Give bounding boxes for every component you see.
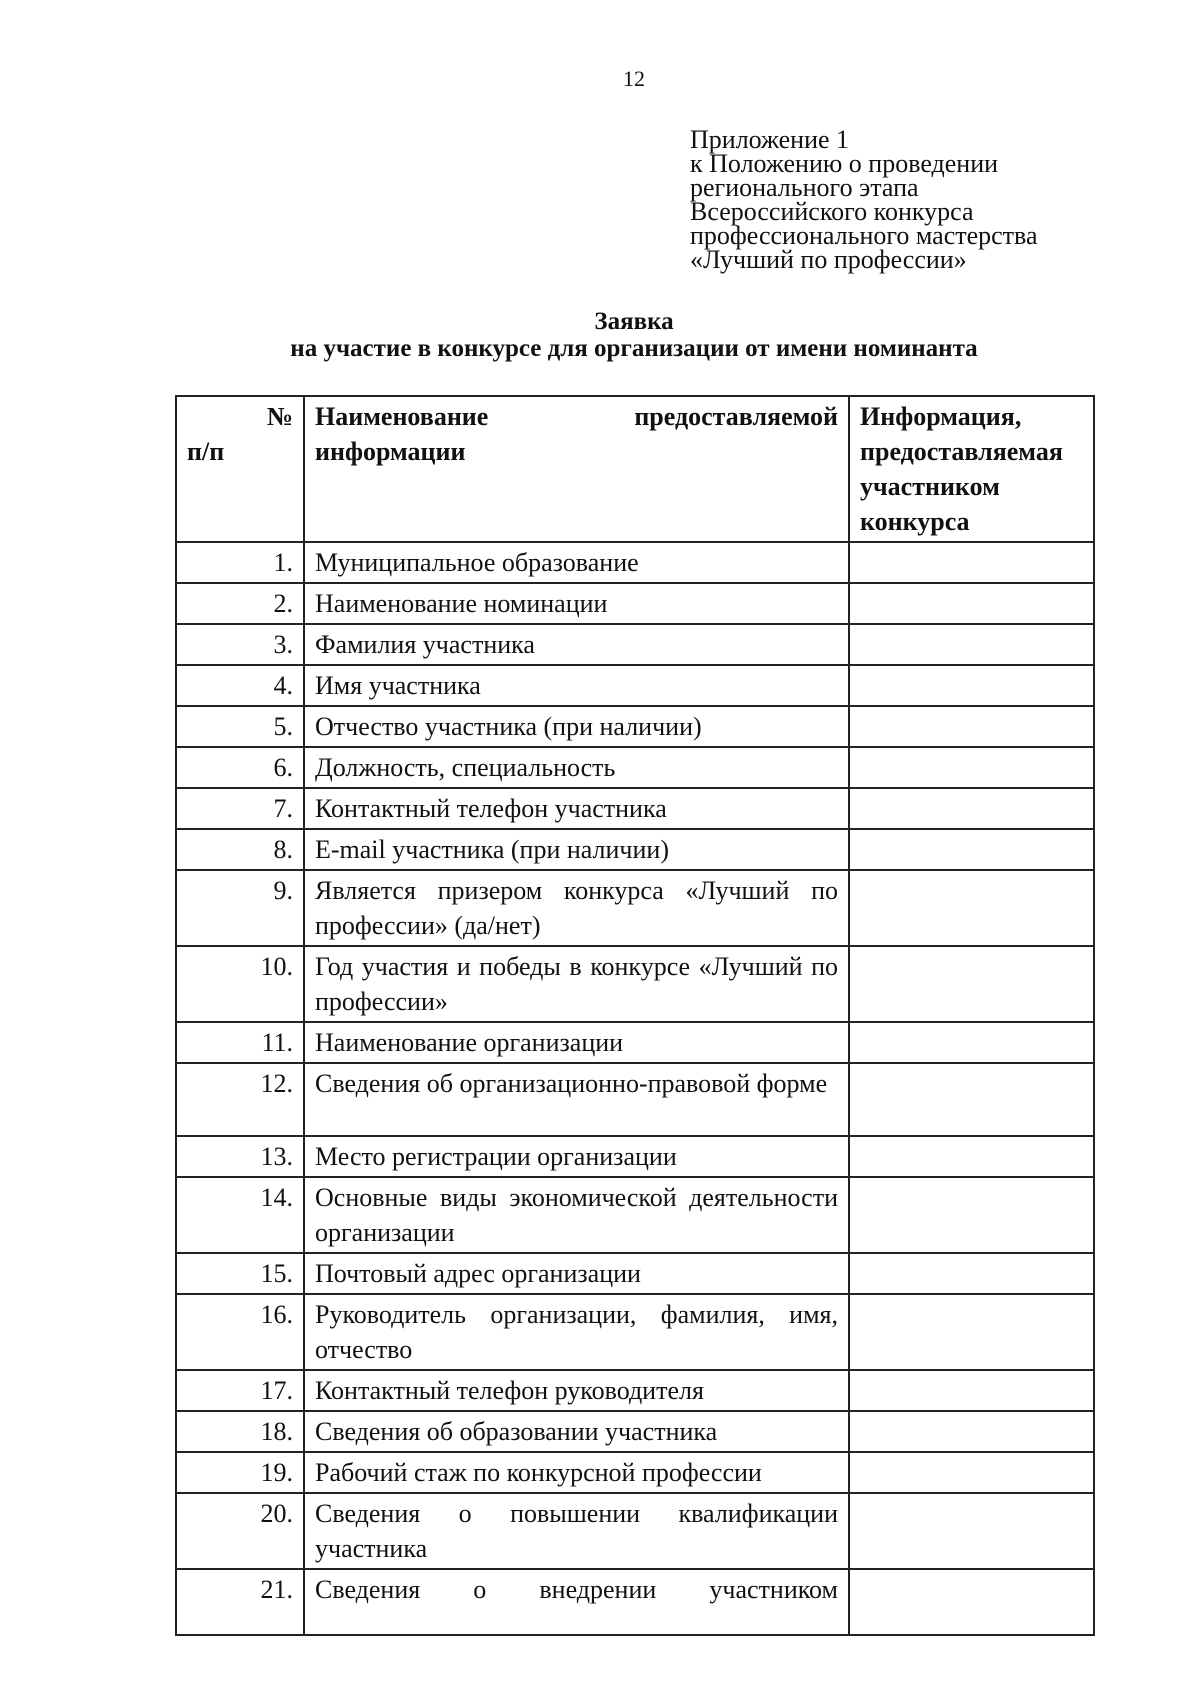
row-item-name: Сведения о внедрении участником	[304, 1569, 849, 1635]
table-row	[176, 870, 1094, 946]
table-header-row	[176, 396, 1094, 542]
table-row	[176, 829, 1094, 870]
table-row	[176, 624, 1094, 665]
row-info-cell[interactable]	[849, 1294, 1094, 1370]
row-item-name: Фамилия участника	[304, 624, 849, 665]
row-number: 11.	[176, 1022, 304, 1063]
row-info-cell[interactable]	[849, 946, 1094, 1022]
row-item-name: Контактный телефон участника	[304, 788, 849, 829]
table-row	[176, 1294, 1094, 1370]
row-number: 12.	[176, 1063, 304, 1136]
row-info-cell[interactable]	[849, 870, 1094, 946]
row-number: 16.	[176, 1294, 304, 1370]
row-number: 7.	[176, 788, 304, 829]
row-number: 2.	[176, 583, 304, 624]
row-item-name: E-mail участника (при наличии)	[304, 829, 849, 870]
row-item-name: Контактный телефон руководителя	[304, 1370, 849, 1411]
table-body	[176, 542, 1094, 1635]
table-row	[176, 747, 1094, 788]
row-number: 20.	[176, 1493, 304, 1569]
row-number: 21.	[176, 1569, 304, 1635]
appendix-note	[690, 125, 1110, 274]
row-info-cell[interactable]	[849, 1063, 1094, 1136]
title-line-1: Заявка	[594, 308, 674, 335]
table-row	[176, 1493, 1094, 1569]
row-info-cell[interactable]	[849, 1177, 1094, 1253]
row-item-name: Отчество участника (при наличии)	[304, 706, 849, 747]
row-info-cell[interactable]	[849, 665, 1094, 706]
header-number-pp: п/п	[187, 437, 225, 466]
row-item-name: Наименование организации	[304, 1022, 849, 1063]
row-info-cell[interactable]	[849, 1493, 1094, 1569]
row-item-name: Наименование номинации	[304, 583, 849, 624]
table-row	[176, 1370, 1094, 1411]
table-row	[176, 788, 1094, 829]
row-info-cell[interactable]	[849, 747, 1094, 788]
header-name-word: предоставляемой	[634, 402, 838, 431]
header-number	[176, 396, 304, 542]
row-number: 6.	[176, 747, 304, 788]
header-name-word: информации	[315, 437, 466, 466]
appendix-line: Приложение 1	[690, 125, 850, 154]
application-table	[175, 395, 1095, 1636]
row-info-cell[interactable]	[849, 1022, 1094, 1063]
row-number: 10.	[176, 946, 304, 1022]
appendix-line: Всероссийского конкурса	[690, 197, 974, 226]
row-info-cell[interactable]	[849, 1411, 1094, 1452]
table-row	[176, 1022, 1094, 1063]
row-number: 1.	[176, 542, 304, 583]
row-number: 14.	[176, 1177, 304, 1253]
appendix-line: «Лучший по профессии»	[690, 245, 967, 274]
table-row	[176, 583, 1094, 624]
row-number: 8.	[176, 829, 304, 870]
row-number: 19.	[176, 1452, 304, 1493]
document-title	[176, 308, 1092, 362]
row-info-cell[interactable]	[849, 624, 1094, 665]
row-number: 13.	[176, 1136, 304, 1177]
row-info-cell[interactable]	[849, 1136, 1094, 1177]
title-line-2: на участие в конкурсе для организации от имени номинанта	[290, 335, 978, 362]
table-row	[176, 1177, 1094, 1253]
table-row	[176, 665, 1094, 706]
row-item-name: Сведения об организационно-правовой форме	[304, 1063, 849, 1136]
appendix-line: профессионального мастерства	[690, 221, 1038, 250]
header-number-sign: №	[266, 402, 293, 431]
row-info-cell[interactable]	[849, 706, 1094, 747]
row-item-name: Должность, специальность	[304, 747, 849, 788]
row-item-name: Место регистрации организации	[304, 1136, 849, 1177]
appendix-line: к Положению о проведении	[690, 149, 999, 178]
row-number: 18.	[176, 1411, 304, 1452]
table-row	[176, 1063, 1094, 1136]
row-info-cell[interactable]	[849, 583, 1094, 624]
appendix-line: регионального этапа	[690, 173, 919, 202]
table-row	[176, 1136, 1094, 1177]
header-info: Информация, предоставляемая участником конкурса	[849, 396, 1094, 542]
row-info-cell[interactable]	[849, 1569, 1094, 1635]
row-item-name: Основные виды экономической деятельности организации	[304, 1177, 849, 1253]
table-row	[176, 946, 1094, 1022]
row-item-name: Сведения о повышении квалификации участника	[304, 1493, 849, 1569]
row-item-name: Год участия и победы в конкурсе «Лучший по профессии»	[304, 946, 849, 1022]
row-info-cell[interactable]	[849, 1370, 1094, 1411]
row-info-cell[interactable]	[849, 1253, 1094, 1294]
row-item-name: Руководитель организации, фамилия, имя, отчество	[304, 1294, 849, 1370]
table-row	[176, 1253, 1094, 1294]
row-item-name: Муниципальное образование	[304, 542, 849, 583]
header-name	[304, 396, 849, 542]
row-item-name: Имя участника	[304, 665, 849, 706]
row-number: 4.	[176, 665, 304, 706]
row-item-name: Является призером конкурса «Лучший по профессии» (да/нет)	[304, 870, 849, 946]
row-item-name: Рабочий стаж по конкурсной профессии	[304, 1452, 849, 1493]
table-row	[176, 1569, 1094, 1635]
table-row	[176, 542, 1094, 583]
row-info-cell[interactable]	[849, 829, 1094, 870]
row-number: 3.	[176, 624, 304, 665]
page-number: 12	[623, 66, 645, 91]
row-number: 5.	[176, 706, 304, 747]
row-number: 17.	[176, 1370, 304, 1411]
row-number: 9.	[176, 870, 304, 946]
row-info-cell[interactable]	[849, 1452, 1094, 1493]
row-info-cell[interactable]	[849, 542, 1094, 583]
table-row	[176, 1452, 1094, 1493]
row-item-name: Почтовый адрес организации	[304, 1253, 849, 1294]
header-name-word: Наименование	[315, 402, 489, 431]
table-row	[176, 706, 1094, 747]
row-number: 15.	[176, 1253, 304, 1294]
row-item-name: Сведения об образовании участника	[304, 1411, 849, 1452]
table-row	[176, 1411, 1094, 1452]
row-info-cell[interactable]	[849, 788, 1094, 829]
